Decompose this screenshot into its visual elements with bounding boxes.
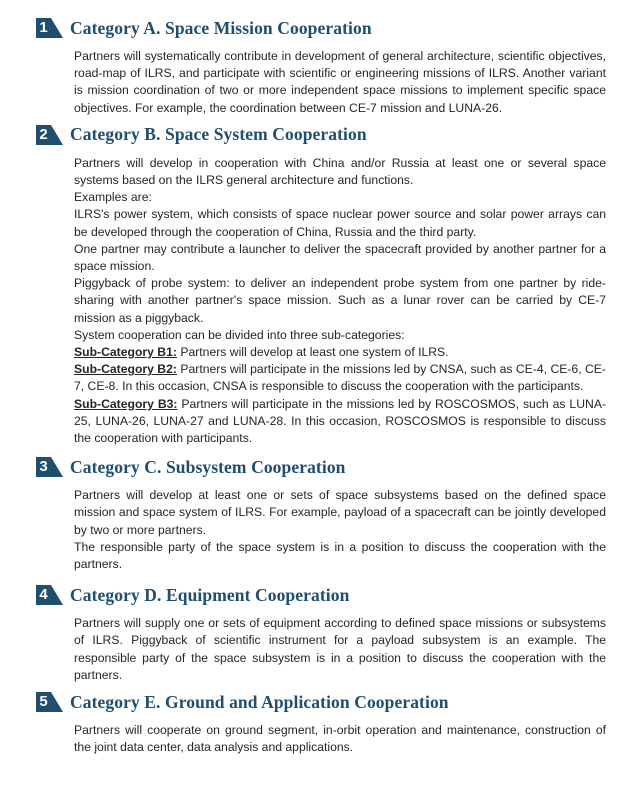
paragraph: Partners will develop at least one or sets of space subsystems based on the defined space mission and space system of ILRS. For example, payload of a spacecraft can be jointly developed by two or more partners. — [74, 488, 606, 537]
section-category-b — [40, 119, 606, 447]
subcategory-text: Partners will participate in the missions led by CNSA, such as CE-4, CE-6, CE-7, CE-8. In this occasion, CNSA is responsible to discuss the cooperation with the participants. — [74, 362, 606, 394]
section-title: Category A. Space Mission Cooperation — [70, 17, 372, 38]
section-heading — [36, 451, 606, 483]
subcategory-label: Sub-Category B3: — [74, 396, 178, 411]
paragraph: System cooperation can be divided into three sub-categories: — [74, 327, 405, 342]
paragraph: Partners will develop in cooperation with China and/or Russia at least one or several space systems based on the ILRS general architecture and functions. — [74, 155, 606, 188]
section-title: Category D. Equipment Cooperation — [70, 584, 350, 605]
badge-slant-shape — [51, 457, 63, 477]
section-body — [74, 155, 606, 447]
section-number-badge — [36, 692, 66, 712]
subcategory-text: Partners will participate in the missions led by ROSCOSMOS, such as LUNA-25, LUNA-26, LUNA-27 and LUNA-28. In this occasion, ROSCOSMOS is responsible to discuss the cooperation with participants. — [74, 396, 607, 446]
paragraph: One partner may contribute a launcher to deliver the spacecraft provided by another partner for a space mission. — [74, 241, 606, 274]
section-number: 4 — [36, 585, 51, 605]
section-number-badge — [36, 125, 66, 145]
badge-slant-shape — [51, 18, 63, 38]
section-number-badge — [36, 18, 66, 38]
section-number: 2 — [36, 125, 51, 145]
section-number-badge — [36, 585, 66, 605]
paragraph: Partners will systematically contribute in development of general architecture, scientific objectives, road-map of ILRS, and participate with scientific or engineering missions of ILRS. Another variant is mission coordination of two or more independent space missions to implement specific space objectives. For example, the coordination between CE-7 mission and LUNA-26. — [74, 49, 606, 115]
subcategory-label: Sub-Category B1: — [74, 345, 177, 360]
section-number: 3 — [36, 457, 51, 477]
section-title: Category B. Space System Cooperation — [70, 124, 367, 145]
paragraph: Piggyback of probe system: to deliver an independent probe system from one partner by ride-sharing with another partner's space mission. Such as a lunar rover can be carried by CE-7 mission as a piggyback. — [74, 276, 606, 325]
section-body — [74, 48, 606, 117]
section-body — [74, 722, 606, 756]
section-title: Category E. Ground and Application Cooperation — [70, 691, 449, 712]
section-body — [74, 487, 606, 573]
section-number-badge — [36, 457, 66, 477]
subcategory-b2 — [74, 361, 606, 395]
section-category-d — [40, 579, 606, 684]
section-category-a — [40, 12, 606, 117]
section-heading — [36, 12, 606, 44]
section-heading — [36, 119, 606, 151]
section-category-e — [40, 686, 606, 756]
subcategory-b3 — [74, 396, 606, 448]
badge-slant-shape — [51, 125, 63, 145]
section-body — [74, 615, 606, 684]
subcategory-text: Partners will develop at least one system of ILRS. — [176, 345, 449, 360]
section-number: 1 — [36, 18, 51, 38]
badge-slant-shape — [51, 692, 63, 712]
badge-slant-shape — [51, 585, 63, 605]
section-number: 5 — [36, 692, 51, 712]
section-heading — [36, 686, 606, 718]
section-heading — [36, 579, 606, 611]
subcategory-b1 — [74, 344, 606, 361]
paragraph: The responsible party of the space system is in a position to discuss the cooperation with the partners. — [74, 539, 606, 572]
subcategory-label: Sub-Category B2: — [74, 362, 177, 377]
paragraph: ILRS's power system, which consists of space nuclear power source and solar power arrays can be developed through the cooperation of China, Russia and the third party. — [74, 207, 606, 239]
paragraph: Partners will supply one or sets of equipment according to defined space missions or subsystems of ILRS. Piggyback of scientific instrument for a payload subsystem is an example. The responsible party of the space subsystem is in a position to discuss the cooperation with the partners. — [74, 616, 606, 682]
paragraph: Examples are: — [74, 190, 152, 205]
section-category-c — [40, 451, 606, 573]
paragraph: Partners will cooperate on ground segment, in-orbit operation and maintenance, construction of the joint data center, data analysis and applications. — [74, 723, 606, 755]
section-title: Category C. Subsystem Cooperation — [70, 456, 346, 477]
